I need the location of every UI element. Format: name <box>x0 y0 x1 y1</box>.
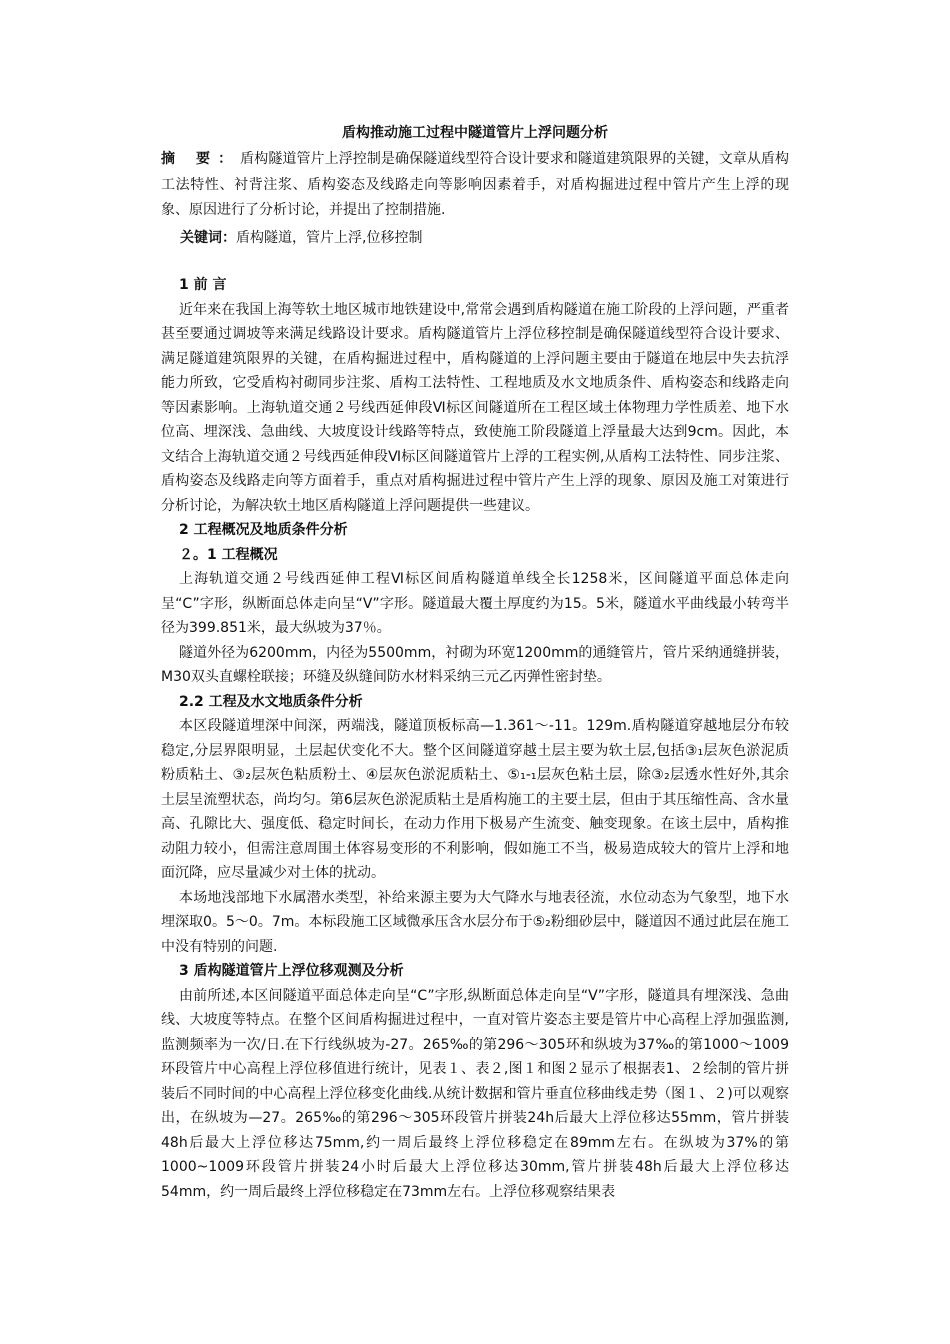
section-2-2-paragraph-1: 本区段隧道埋深中间深，两端浅，隧道顶板标高—1.361～-11。129m.盾构隧道穿越地层分布较稳定,分层界限明显，土层起伏变化不大。整个区间隧道穿越土层主要为软土层,包括③₁层灰色淤泥质粉质粘土、③₂层灰色粘质粉土、④层灰色淤泥质粘土、⑤₁-₁层灰色粘土层，除③₂层透水性好外,其余土层呈流塑状态，尚均匀。第6层灰色淤泥质粘土是盾构施工的主要土层，但由于其压缩性高、含水量高、孔隙比大、强度低、稳定时间长，在动力作用下极易产生流变、触变现象。在该土层中，盾构推动阻力较小，但需注意周围土体容易变形的不利影响，假如施工不当，极易造成较大的管片上浮和地面沉降，应尽量减少对土体的扰动。 <box>161 718 789 881</box>
keywords <box>180 226 789 252</box>
document-page <box>161 123 789 1204</box>
section-2-2-heading: 2.2 工程及水文地质条件分析 <box>179 693 363 710</box>
abstract <box>161 147 789 224</box>
document-title: 盾构推动施工过程中隧道管片上浮问题分析 <box>342 125 608 141</box>
section-3-paragraph: 由前所述,本区间隧道平面总体走向呈“C”字形,纵断面总体走向呈“V”字形，隧道具有埋深浅、急曲线、大坡度等特点。在整个区间盾构掘进过程中，一直对管片姿态主要是管片中心高程上浮加强监测,监测频率为一次/日.在下行线纵坡为-27。265‰的第296～305环和纵坡为37‰的第1000～1009环段管片中心高程上浮位移值进行统计，见表１、表２,图１和图２显示了根据表1、２绘制的管片拼装后不同时间的中心高程上浮位移变化曲线.从统计数据和管片垂直位移曲线走势（图１、２)可以观察出，在纵坡为—27。265‰的第296～305环段管片拼装24h后最大上浮位移达55mm，管片拼装48h后最大上浮位移达75mm,约一周后最终上浮位移稳定在89mm左右。在纵坡为37%的第1000~1009环段管片拼装24小时后最大上浮位移达30mm,管片拼装48h后最大上浮位移达54mm，约一周后最终上浮位移稳定在73mm左右。上浮位移观察结果表 <box>161 987 789 1200</box>
section-1-paragraph: 近年来在我国上海等软土地区城市地铁建设中,常常会遇到盾构隧道在施工阶段的上浮问题，严重者甚至要通过调坡等来满足线路设计要求。盾构隧道管片上浮位移控制是确保隧道线型符合设计要求、满足隧道建筑限界的关键，在盾构掘进过程中，盾构隧道的上浮问题主要由于隧道在地层中失去抗浮能力所致，它受盾构衬砌同步注浆、盾构工法特性、工程地质及水文地质条件、盾构姿态和线路走向等因素影响。上海轨道交通２号线西延伸段Ⅵ标区间隧道所在工程区域土体物理力学性质差、地下水位高、埋深浅、急曲线、大坡度设计线路等特点，致使施工阶段隧道上浮量最大达到9cm。因此，本文结合上海轨道交通２号线西延伸段Ⅵ标区间隧道管片上浮的工程实例,从盾构工法特性、同步注浆、盾构姿态及线路走向等方面着手，重点对盾构掘进过程中管片产生上浮的现象、原因及施工对策进行分析讨论，为解决软土地区盾构隧道上浮问题提供一些建议。 <box>161 301 789 514</box>
section-2-1-paragraph-1: 上海轨道交通２号线西延伸工程Ⅵ标区间盾构隧道单线全长1258米，区间隧道平面总体走向呈“C”字形，纵断面总体走向呈“V”字形。隧道最大覆土厚度约为15。5米，隧道水平曲线最小转弯半径为399.851米，最大纵坡为37％。 <box>161 571 789 636</box>
keywords-text: 盾构隧道，管片上浮,位移控制 <box>236 229 423 246</box>
section-1-heading: 1 前 言 <box>179 277 227 293</box>
section-2-1-paragraph-2: 隧道外径为6200mm，内径为5500mm，衬砌为环宽1200mm的通缝管片，管片采纳通缝拼装，M30双头直螺栓联接；环缝及纵缝间防水材料采纳三元乙丙弹性密封垫。 <box>161 644 789 685</box>
abstract-text: 盾构隧道管片上浮控制是确保隧道线型符合设计要求和隧道建筑限界的关键，文章从盾构工法特性、衬背注浆、盾构姿态及线路走向等影响因素着手，对盾构掘进过程中管片产生上浮的现象、原因进行了分析讨论，并提出了控制措施. <box>161 151 789 218</box>
section-3-heading: 3 盾构隧道管片上浮位移观测及分析 <box>179 963 404 979</box>
section-2-2-paragraph-2: 本场地浅部地下水属潜水类型，补给来源主要为大气降水与地表径流，水位动态为气象型，地下水埋深取0。5～0。7m。本标段施工区域微承压含水层分布于⑤₂粉细砂层中，隧道因不通过此层在施工中没有特别的问题. <box>161 889 789 955</box>
section-2-heading: 2 工程概况及地质条件分析 <box>179 522 348 538</box>
section-2-1-heading: ２。1 工程概况 <box>179 546 278 563</box>
keywords-label: 关键词： <box>180 229 236 246</box>
abstract-label: 摘 要： <box>161 151 241 167</box>
